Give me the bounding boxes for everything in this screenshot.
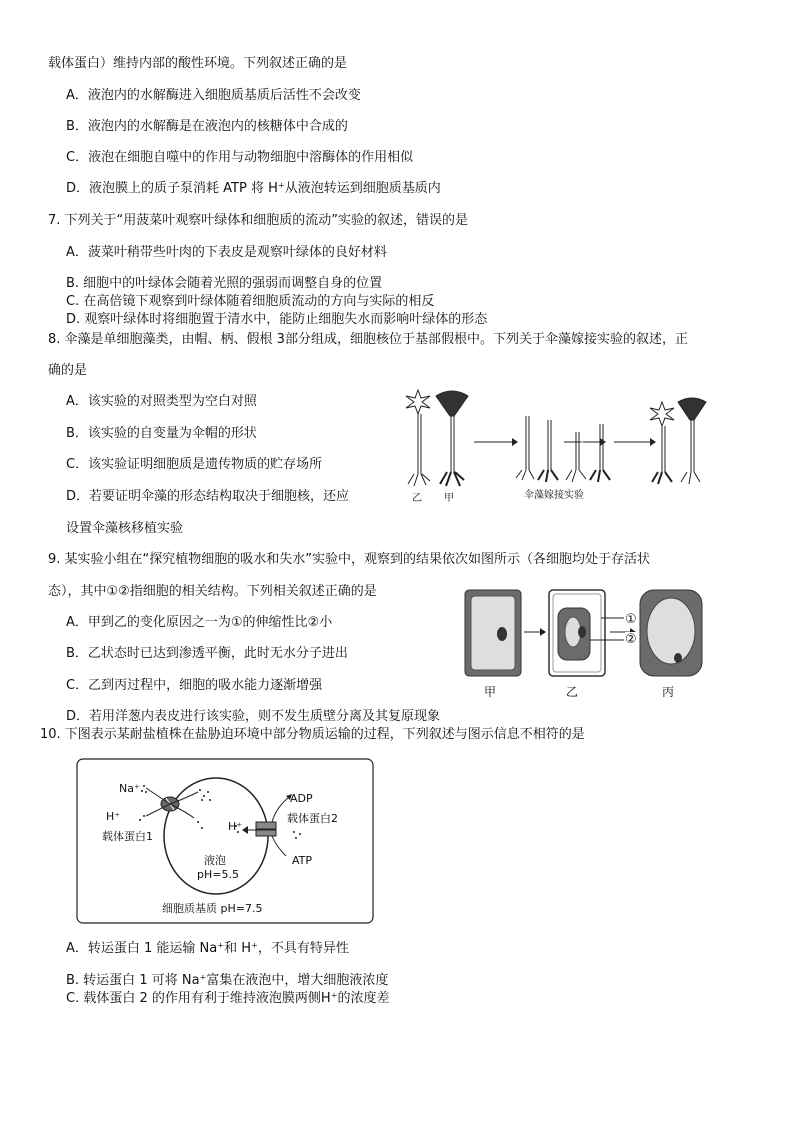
q6-option-a: A．液泡内的水解酶进入细胞质基质后活性不会改变 — [66, 88, 361, 103]
label-atp: ATP — [292, 854, 313, 867]
label-vacuole: 液泡 — [204, 854, 226, 867]
q10-option-a: A．转运蛋白 1 能运输 Na⁺和 H⁺，不具有特异性 — [66, 941, 349, 956]
cell-label-bing: 丙 — [662, 685, 675, 699]
cell-label-yi: 乙 — [566, 685, 579, 699]
q6-stem: 载体蛋白）维持内部的酸性环境。下列叙述正确的是 — [48, 56, 348, 71]
q8-option-d-cont: 设置伞藻核移植实验 — [66, 521, 184, 536]
label-cytosol: 细胞质基质 pH=7.5 — [162, 902, 263, 915]
q8-stem-line1: 8. 伞藻是单细胞藻类，由帽、柄、假根 3部分组成，细胞核位于基部假根中。下列关于伞藻嫁接实验的叙述，正 — [48, 332, 688, 347]
q7-option-b: B. 细胞中的叶绿体会随着光照的强弱而调整自身的位置 — [66, 276, 383, 291]
figure-caption: 伞藻嫁接实验 — [524, 490, 584, 501]
label-na: Na⁺ — [119, 782, 140, 795]
q6-option-c: C．液泡在细胞自噬中的作用与动物细胞中溶酶体的作用相似 — [66, 150, 414, 165]
q8-option-a: A．该实验的对照类型为空白对照 — [66, 394, 257, 409]
q7-option-d: D. 观察叶绿体时将细胞置于清水中，能防止细胞失水而影响叶绿体的形态 — [66, 312, 488, 327]
q10-stem: 10. 下图表示某耐盐植株在盐胁迫环境中部分物质运输的过程，下列叙述与图示信息不相符的是 — [40, 727, 585, 742]
acetabularia-figure — [400, 386, 720, 498]
q7-option-a: A．菠菜叶稍带些叶肉的下表皮是观察叶绿体的良好材料 — [66, 245, 387, 260]
q8-option-c: C．该实验证明细胞质是遗传物质的贮存场所 — [66, 457, 323, 472]
q9-option-a: A．甲到乙的变化原因之一为①的伸缩性比②小 — [66, 615, 333, 630]
q10-option-b: B. 转运蛋白 1 可将 Na⁺富集在液泡中，增大细胞液浓度 — [66, 973, 389, 988]
q9-stem-line2: 态），其中①②指细胞的相关结构。下列相关叙述正确的是 — [48, 584, 377, 599]
q9-option-d: D．若用洋葱内表皮进行该实验，则不发生质壁分离及其复原现象 — [66, 709, 441, 724]
q9-stem-line1: 9. 某实验小组在“探究植物细胞的吸水和失水”实验中，观察到的结果依次如图所示（各细胞均处于存活状 — [48, 552, 651, 567]
q8-option-b: B．该实验的自变量为伞帽的形状 — [66, 426, 257, 441]
q8-option-d: D．若要证明伞藻的形态结构取决于细胞核，还应 — [66, 489, 350, 504]
figure-label-yi: 乙 — [412, 493, 422, 504]
label-adp: ADP — [290, 792, 313, 805]
cell-label-jia: 甲 — [484, 685, 497, 699]
label-vacuole-ph: pH=5.5 — [197, 868, 239, 881]
label-carrier1: 载体蛋白1 — [102, 830, 153, 843]
structure-mark-1: ① — [625, 612, 637, 627]
q6-option-b: B．液泡内的水解酶是在液泡内的核糖体中合成的 — [66, 119, 348, 134]
label-h-left: H⁺ — [106, 810, 121, 823]
q9-option-c: C．乙到丙过程中，细胞的吸水能力逐渐增强 — [66, 678, 323, 693]
label-carrier2: 载体蛋白2 — [287, 812, 338, 825]
label-h-right: H⁺ — [228, 820, 243, 833]
q6-option-d: D．液泡膜上的质子泵消耗 ATP 将 H⁺从液泡转运到细胞质基质内 — [66, 181, 441, 196]
plasmolysis-figure — [460, 586, 710, 682]
q8-stem-line2: 确的是 — [48, 363, 88, 378]
q10-option-c: C. 载体蛋白 2 的作用有利于维持液泡膜两侧H⁺的浓度差 — [66, 991, 390, 1006]
q7-stem: 7. 下列关于“用菠菜叶观察叶绿体和细胞质的流动”实验的叙述，错误的是 — [48, 213, 469, 228]
structure-mark-2: ② — [625, 632, 637, 647]
figure-label-jia: 甲 — [444, 493, 454, 504]
q7-option-c: C. 在高倍镜下观察到叶绿体随着细胞质流动的方向与实际的相反 — [66, 294, 435, 309]
q9-option-b: B．乙状态时已达到渗透平衡，此时无水分子进出 — [66, 646, 348, 661]
